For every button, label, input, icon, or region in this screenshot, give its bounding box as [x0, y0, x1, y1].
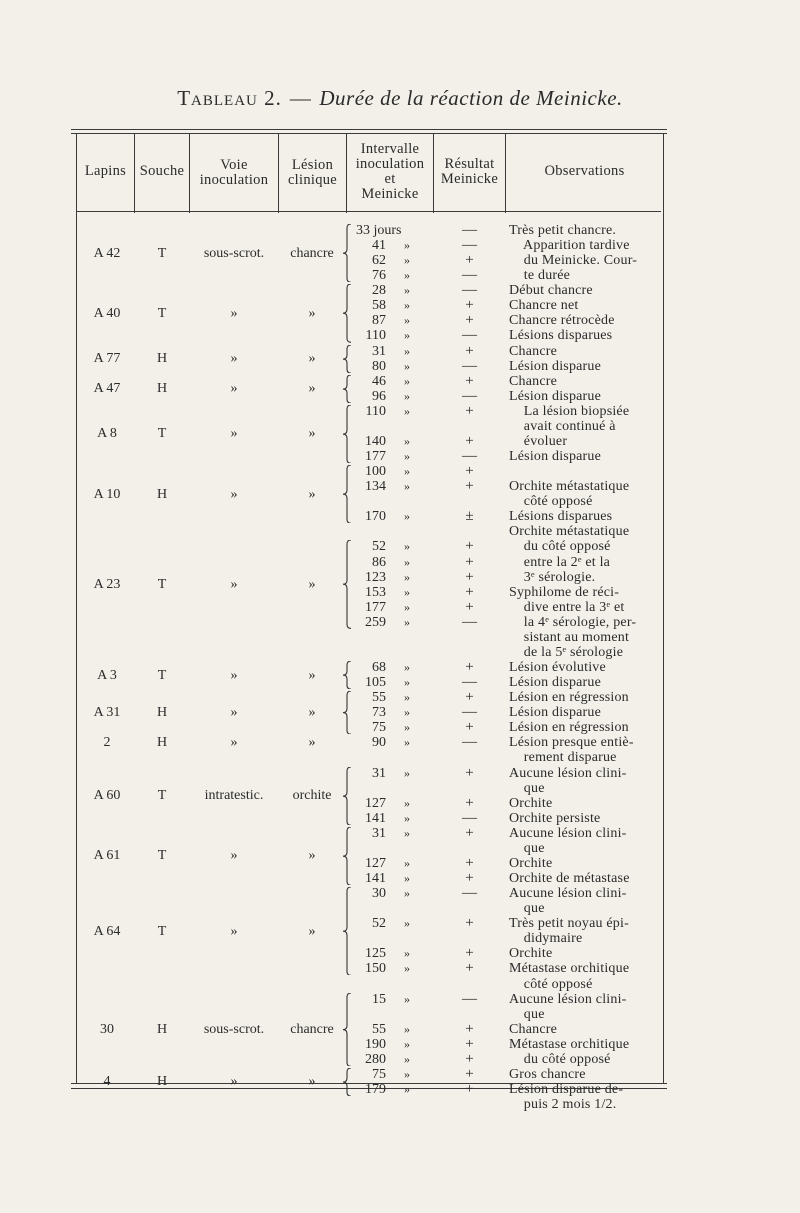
interval-unit-mark: »	[404, 720, 410, 735]
interval-unit-mark: »	[404, 855, 410, 870]
group-brace	[343, 375, 352, 403]
observation-line: que	[509, 780, 545, 796]
title-separator: —	[289, 86, 312, 110]
row-souche: T	[157, 245, 167, 261]
row-lapin: 4	[103, 1074, 111, 1090]
interval-unit-mark: »	[404, 403, 410, 418]
observation-line: Chancre net	[509, 298, 579, 314]
group-brace	[343, 827, 352, 885]
result-mark: +	[465, 689, 474, 706]
row-voie: »	[230, 667, 238, 683]
interval-days: 31	[372, 343, 386, 359]
observation-line: avait continué à	[509, 418, 616, 434]
row-lesion: »	[308, 848, 316, 864]
observation-line: Aucune lésion clini-	[509, 991, 627, 1007]
interval-days: 280	[365, 1051, 386, 1067]
row-lapin: A 61	[93, 848, 121, 864]
row-lesion: »	[308, 426, 316, 442]
interval-days: 141	[365, 810, 386, 826]
interval-days: 86	[372, 554, 386, 570]
row-voie: sous-scrot.	[203, 1021, 265, 1037]
observation-line: Lésion en régression	[509, 690, 629, 706]
observation-line: que	[509, 840, 545, 856]
row-lapin: 30	[100, 1021, 114, 1037]
group-brace	[343, 661, 352, 689]
interval-unit-mark: »	[404, 268, 410, 283]
interval-days: 125	[365, 946, 386, 962]
observation-line: Aucune lésion clini-	[509, 886, 627, 902]
row-lapin: A 47	[93, 381, 121, 397]
row-lesion: »	[308, 381, 316, 397]
row-lesion: »	[308, 351, 316, 367]
observation-line: Lésion disparue	[509, 358, 602, 374]
group-brace	[343, 465, 352, 523]
interval-unit-mark: »	[404, 795, 410, 810]
interval-unit-mark: »	[404, 1066, 410, 1081]
table-label: Tableau 2.	[177, 86, 282, 110]
row-souche: T	[157, 577, 167, 593]
interval-days: 75	[372, 720, 386, 736]
result-mark: +	[465, 870, 474, 886]
row-souche: T	[157, 667, 167, 683]
observation-line: rement disparue	[509, 750, 617, 766]
observation-line: côté opposé	[509, 494, 593, 510]
interval-unit-mark: »	[404, 1036, 410, 1051]
observation-line: Gros chancre	[509, 1066, 586, 1082]
interval-unit-mark: »	[404, 253, 410, 268]
observation-line: que	[509, 901, 545, 917]
row-lapin: A 10	[93, 486, 121, 502]
interval-days: 140	[365, 433, 386, 449]
interval-unit-mark: »	[404, 705, 410, 720]
row-lesion: »	[308, 486, 316, 502]
observation-line: Métastase orchitique	[509, 1036, 630, 1052]
observation-line: Orchite	[509, 855, 553, 871]
interval-days: 127	[365, 855, 386, 871]
result-mark: +	[465, 432, 474, 449]
interval-days: 31	[372, 765, 386, 781]
interval-unit-mark: »	[404, 328, 410, 343]
header-voie: Voie inoculation	[199, 157, 269, 188]
observation-line: Métastase orchitique	[509, 961, 630, 977]
interval-unit-mark: »	[404, 946, 410, 961]
result-mark: +	[465, 252, 474, 269]
interval-days: 170	[365, 509, 386, 525]
header-lesion: Lésion clinique	[287, 157, 338, 188]
observation-line: Orchite	[509, 946, 553, 962]
interval-days: 28	[372, 283, 386, 299]
result-mark: +	[465, 824, 474, 841]
interval-unit-mark: »	[404, 886, 410, 901]
result-mark: +	[465, 960, 474, 977]
interval-unit-mark: »	[404, 373, 410, 388]
result-mark: +	[465, 372, 474, 389]
result-mark: —	[462, 809, 477, 826]
interval-days: 179	[365, 1081, 386, 1097]
interval-unit-mark: »	[404, 479, 410, 494]
row-lapin: A 3	[97, 667, 117, 683]
interval-days: 177	[365, 599, 386, 615]
interval-unit-mark: »	[404, 433, 410, 448]
observation-line: Lésion disparue	[509, 449, 602, 465]
header-rule	[77, 211, 661, 212]
right-border	[663, 133, 664, 1084]
interval-days: 134	[365, 479, 386, 495]
observation-line: du côté opposé	[509, 539, 611, 555]
row-voie: »	[230, 426, 238, 442]
result-mark: +	[465, 538, 474, 555]
interval-unit-mark: »	[404, 599, 410, 614]
result-mark: +	[465, 794, 474, 811]
interval-unit-mark: »	[404, 343, 410, 358]
result-mark: —	[462, 282, 477, 299]
interval-unit-mark: »	[404, 509, 410, 524]
top-rule-inner	[71, 133, 667, 134]
result-mark: +	[465, 583, 474, 600]
group-brace	[343, 224, 352, 282]
row-lapin: A 40	[93, 305, 121, 321]
result-mark: +	[465, 478, 474, 495]
interval-days: 110	[365, 403, 386, 419]
row-lapin: A 64	[93, 923, 121, 939]
row-voie: »	[230, 848, 238, 864]
row-souche: H	[156, 351, 168, 367]
result-mark: —	[462, 387, 477, 404]
header-intervalle: Intervalle inoculation et Meinicke	[355, 141, 425, 202]
interval-days: 30	[372, 886, 386, 902]
result-mark: +	[465, 719, 474, 736]
result-mark: —	[462, 990, 477, 1007]
interval-unit-mark: »	[404, 825, 410, 840]
interval-days: 76	[372, 268, 386, 284]
row-lesion: »	[308, 577, 316, 593]
row-lapin: A 42	[93, 245, 121, 261]
result-mark: +	[465, 402, 474, 419]
row-souche: H	[156, 1074, 168, 1090]
interval-unit-mark: »	[404, 614, 410, 629]
interval-days: 87	[372, 313, 386, 329]
interval-unit-mark: »	[404, 871, 410, 885]
row-voie: »	[230, 577, 238, 593]
result-mark: —	[462, 357, 477, 374]
interval-unit-mark: »	[404, 991, 410, 1006]
observation-line: Lésion disparue	[509, 705, 602, 721]
interval-days: 177	[365, 449, 386, 465]
result-mark: +	[465, 659, 474, 676]
observation-line: Très petit noyau épi-	[509, 916, 629, 932]
observation-line: Orchite métastatique	[509, 479, 630, 495]
interval-days: 123	[365, 569, 386, 585]
row-lesion: chancre	[290, 1021, 334, 1037]
row-souche: T	[157, 923, 167, 939]
group-brace	[343, 691, 352, 734]
result-mark: +	[465, 945, 474, 962]
row-souche: T	[157, 848, 167, 864]
left-border	[76, 133, 77, 1084]
result-mark: —	[462, 327, 477, 344]
observation-line: puis 2 mois 1/2.	[509, 1097, 617, 1113]
interval-days: 52	[372, 916, 386, 932]
row-lesion: chancre	[290, 245, 334, 261]
interval-days: 153	[365, 584, 386, 600]
group-brace	[343, 284, 352, 342]
result-mark: +	[465, 1065, 474, 1082]
row-voie: »	[230, 705, 238, 721]
interval-unit-mark: »	[404, 569, 410, 584]
result-mark: —	[462, 613, 477, 630]
result-mark: +	[465, 1080, 474, 1097]
interval-days: 46	[372, 373, 386, 389]
row-souche: T	[157, 305, 167, 321]
observation-line: Lésion en régression	[509, 720, 629, 736]
observation-line: Aucune lésion clini-	[509, 765, 627, 781]
interval-days: 55	[372, 690, 386, 706]
observation-line: Lésions disparues	[509, 509, 613, 525]
interval-days: 110	[365, 328, 386, 344]
interval-unit-mark: »	[404, 810, 410, 825]
interval-unit-mark: »	[404, 313, 410, 328]
row-souche: H	[156, 735, 168, 751]
interval-days: 33 jours	[356, 223, 402, 238]
interval-days: 90	[372, 735, 386, 751]
observation-line: Orchite de métastase	[509, 871, 630, 886]
row-lesion: »	[308, 923, 316, 939]
row-voie: »	[230, 1074, 238, 1090]
table-caption: Durée de la réaction de Meinicke.	[319, 86, 623, 110]
row-lapin: 2	[103, 735, 111, 751]
observation-line: 3ᵉ sérologie.	[509, 569, 596, 585]
row-lesion: »	[308, 705, 316, 721]
interval-days: 55	[372, 1021, 386, 1037]
observation-line: didymaire	[509, 931, 583, 947]
result-mark: +	[465, 568, 474, 585]
row-souche: H	[156, 381, 168, 397]
result-mark: —	[462, 222, 477, 238]
row-lapin: A 23	[93, 577, 121, 593]
interval-days: 58	[372, 298, 386, 314]
result-mark: +	[465, 297, 474, 314]
interval-unit-mark: »	[404, 1081, 410, 1096]
observation-line: Lésion presque entiè-	[509, 735, 634, 751]
row-lesion: »	[308, 1074, 316, 1090]
observation-line: Début chancre	[509, 283, 593, 299]
row-souche: H	[156, 705, 168, 721]
interval-unit-mark: »	[404, 916, 410, 931]
row-lesion: »	[308, 305, 316, 321]
result-mark: —	[462, 674, 477, 691]
result-mark: —	[462, 448, 477, 465]
result-mark: +	[465, 1020, 474, 1037]
observation-line: sistant au moment	[509, 629, 630, 645]
group-brace	[343, 345, 352, 373]
interval-unit-mark: »	[404, 1051, 410, 1066]
row-lapin: A 8	[97, 426, 117, 442]
row-souche: H	[156, 1021, 168, 1037]
interval-days: 105	[365, 675, 386, 691]
result-mark: —	[462, 734, 477, 751]
observation-line: Lésion évolutive	[509, 660, 606, 676]
observation-line: Orchite persiste	[509, 810, 601, 826]
header-resultat: Résultat Meinicke	[440, 156, 499, 187]
row-voie: »	[230, 381, 238, 397]
result-mark: —	[462, 267, 477, 284]
group-brace	[343, 405, 352, 463]
observation-line: Lésion disparue	[509, 675, 602, 691]
result-mark: —	[462, 237, 477, 254]
group-brace	[343, 767, 352, 825]
result-mark: +	[465, 915, 474, 932]
interval-days: 190	[365, 1036, 386, 1052]
row-souche: T	[157, 426, 167, 442]
observation-line: Syphilome de réci-	[509, 584, 620, 600]
interval-unit-mark: »	[404, 388, 410, 403]
result-mark: —	[462, 885, 477, 902]
observation-line: dive entre la 3ᵉ et	[509, 599, 625, 615]
interval-unit-mark: »	[404, 298, 410, 313]
interval-days: 62	[372, 253, 386, 269]
interval-unit-mark: »	[404, 539, 410, 554]
interval-unit-mark: »	[404, 690, 410, 705]
result-mark: ±	[465, 508, 474, 525]
result-mark: +	[465, 854, 474, 871]
interval-unit-mark: »	[404, 283, 410, 298]
observation-line: entre la 2ᵉ et la	[509, 554, 611, 570]
observation-line: du Meinicke. Cour-	[509, 253, 638, 269]
row-voie: »	[230, 351, 238, 367]
row-lapin: A 77	[93, 351, 121, 367]
row-voie: »	[230, 305, 238, 321]
interval-unit-mark: »	[404, 765, 410, 780]
interval-days: 73	[372, 705, 386, 721]
result-mark: +	[465, 764, 474, 781]
interval-unit-mark: »	[404, 464, 410, 479]
interval-unit-mark: »	[404, 238, 410, 253]
row-lesion: »	[308, 667, 316, 683]
interval-days: 259	[365, 614, 386, 630]
observation-line: du côté opposé	[509, 1051, 611, 1067]
header-observations: Observations	[544, 163, 625, 179]
result-mark: +	[465, 1050, 474, 1067]
observation-line: Chancre	[509, 373, 558, 389]
observation-line: de la 5ᵉ sérologie	[509, 644, 624, 660]
top-rule-outer	[71, 129, 667, 130]
interval-days: 75	[372, 1066, 386, 1082]
observation-line: Lésions disparues	[509, 328, 613, 344]
header-lapins: Lapins	[84, 163, 127, 179]
result-mark: +	[465, 312, 474, 329]
result-mark: +	[465, 463, 474, 480]
interval-days: 80	[372, 358, 386, 374]
interval-unit-mark: »	[404, 358, 410, 373]
interval-unit-mark: »	[404, 961, 410, 976]
observation-line: Très petit chancre.	[509, 223, 617, 238]
group-brace	[343, 540, 352, 628]
interval-unit-mark: »	[404, 554, 410, 569]
interval-days: 68	[372, 660, 386, 676]
interval-days: 31	[372, 825, 386, 841]
interval-days: 100	[365, 464, 386, 480]
result-mark: —	[462, 704, 477, 721]
result-mark: +	[465, 342, 474, 359]
observation-line: Orchite	[509, 795, 553, 811]
interval-days: 96	[372, 388, 386, 404]
observation-line: Chancre rétrocède	[509, 313, 615, 329]
interval-days: 141	[365, 871, 386, 886]
observation-line: Chancre	[509, 1021, 558, 1037]
header-souche: Souche	[139, 163, 185, 179]
observation-line: que	[509, 1006, 545, 1022]
observation-line: Lésion disparue	[509, 388, 602, 404]
observation-line: côté opposé	[509, 976, 593, 992]
observation-line: Aucune lésion clini-	[509, 825, 627, 841]
row-lapin: A 31	[93, 705, 121, 721]
group-brace	[343, 887, 352, 975]
result-mark: +	[465, 553, 474, 570]
interval-unit-mark: »	[404, 675, 410, 690]
row-lapin: A 60	[93, 788, 121, 804]
interval-unit-mark: »	[404, 584, 410, 599]
interval-days: 52	[372, 539, 386, 555]
observation-line: évoluer	[509, 433, 568, 449]
interval-unit-mark: »	[404, 1021, 410, 1036]
row-souche: H	[156, 486, 168, 502]
observation-line: te durée	[509, 268, 571, 284]
row-voie: intratestic.	[204, 788, 264, 804]
interval-days: 127	[365, 795, 386, 811]
group-brace	[343, 1068, 352, 1096]
result-mark: +	[465, 1035, 474, 1052]
observation-line: La lésion biopsiée	[509, 403, 630, 419]
row-lesion: orchite	[292, 788, 332, 804]
result-mark: +	[465, 598, 474, 615]
interval-unit-mark: »	[404, 735, 410, 750]
observation-line: Orchite métastatique	[509, 524, 630, 540]
row-lesion: »	[308, 735, 316, 751]
observation-line: Lésion disparue de-	[509, 1081, 624, 1097]
interval-days: 41	[372, 238, 386, 254]
interval-days: 15	[372, 991, 386, 1007]
group-brace	[343, 993, 352, 1066]
observation-line: Apparition tardive	[509, 238, 630, 254]
observation-line: la 4ᵉ sérologie, per-	[509, 614, 637, 630]
interval-days: 150	[365, 961, 386, 977]
row-voie: »	[230, 735, 238, 751]
row-voie: »	[230, 923, 238, 939]
interval-unit-mark: »	[404, 660, 410, 675]
interval-unit-mark: »	[404, 449, 410, 464]
row-souche: T	[157, 788, 167, 804]
row-voie: »	[230, 486, 238, 502]
observation-line: Chancre	[509, 343, 558, 359]
row-voie: sous-scrot.	[203, 245, 265, 261]
